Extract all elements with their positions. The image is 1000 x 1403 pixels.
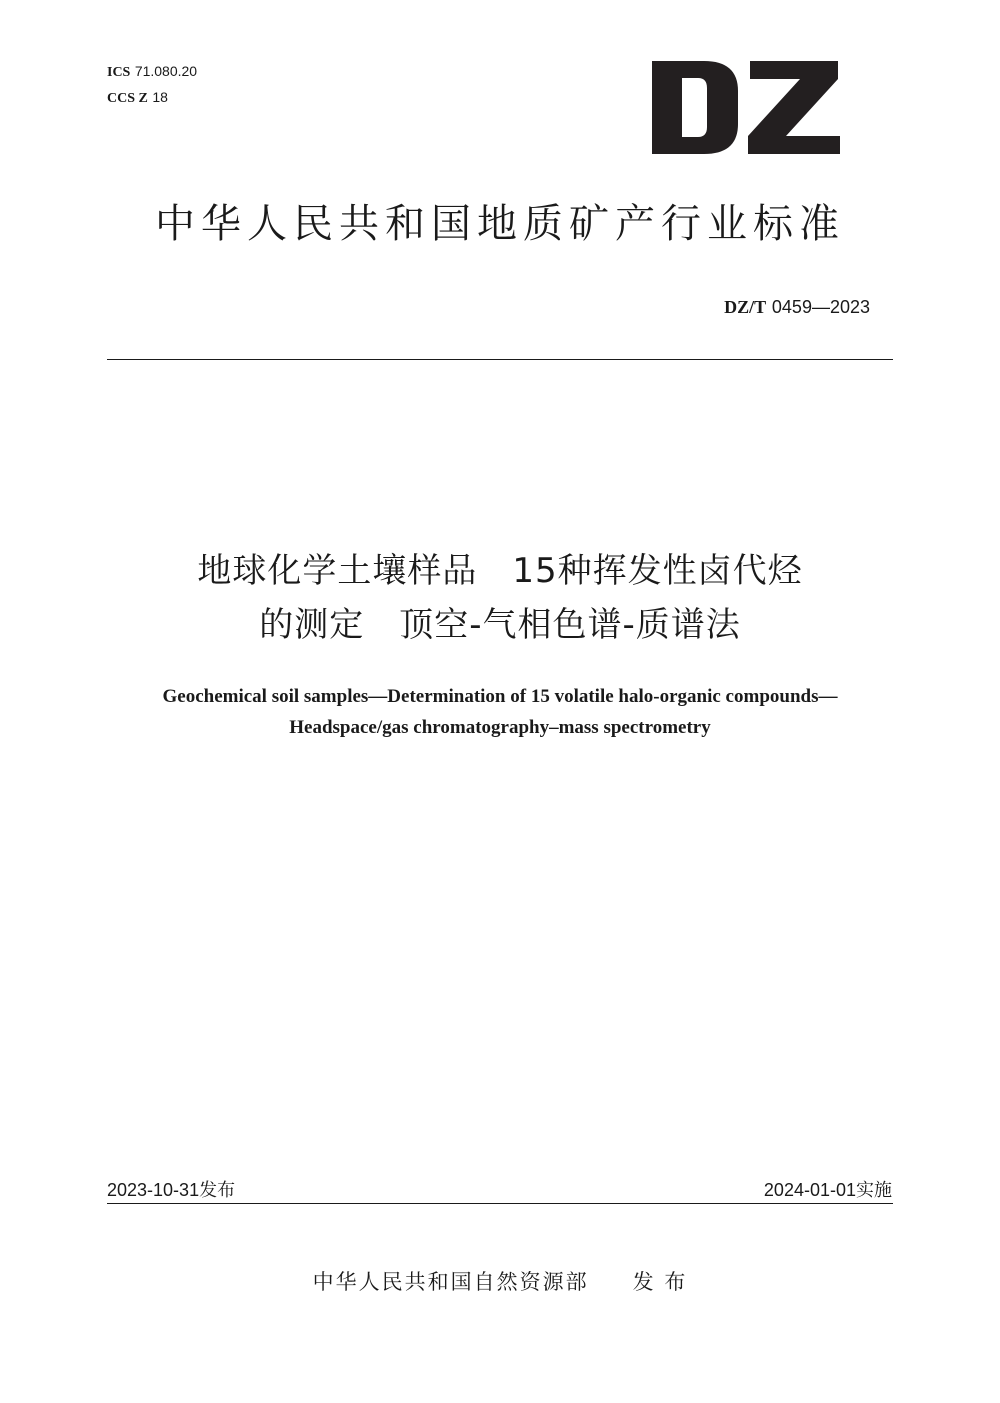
ics-label: ICS: [107, 65, 131, 80]
publisher-name: 中华人民共和国自然资源部: [312, 1270, 589, 1294]
standard-title: 中华人民共和国地质矿产行业标准: [155, 201, 845, 247]
publisher-action: 发 布: [632, 1270, 688, 1294]
ics-code: [107, 62, 197, 82]
dz-logo-mark: [652, 61, 840, 154]
title-zh-line-2: 的测定 顶空-气相色谱-质谱法: [259, 605, 741, 645]
header-divider: [107, 359, 893, 360]
ccs-code: [107, 88, 168, 108]
title-en-line-2: Headspace/gas chromatography–mass spectrometry: [289, 717, 711, 738]
implementation-date: [764, 1177, 892, 1204]
title-zh-line-1: 地球化学土壤样品 15种挥发性卤代烃: [197, 551, 803, 591]
issue-date-value: 2023-10-31: [107, 1180, 200, 1200]
dz-logo: [652, 61, 840, 154]
implementation-date-label: 实施: [856, 1180, 892, 1201]
implementation-date-value: 2024-01-01: [763, 1180, 856, 1200]
standard-number: [724, 294, 870, 321]
title-en-line-1: Geochemical soil samples—Determination of 15 volatile halo-organic compounds—: [162, 686, 838, 707]
issue-date-label: 发布: [199, 1180, 236, 1201]
publisher: [0, 1265, 1000, 1299]
footer-divider: [107, 1203, 893, 1204]
standard-number-value: 0459—2023: [771, 297, 870, 317]
issue-date: [107, 1177, 235, 1204]
standard-number-prefix: DZ/T: [724, 297, 767, 317]
ics-value: 71.080.20: [134, 63, 198, 79]
ccs-label: CCS Z: [107, 91, 148, 106]
ccs-value: 18: [152, 89, 168, 105]
